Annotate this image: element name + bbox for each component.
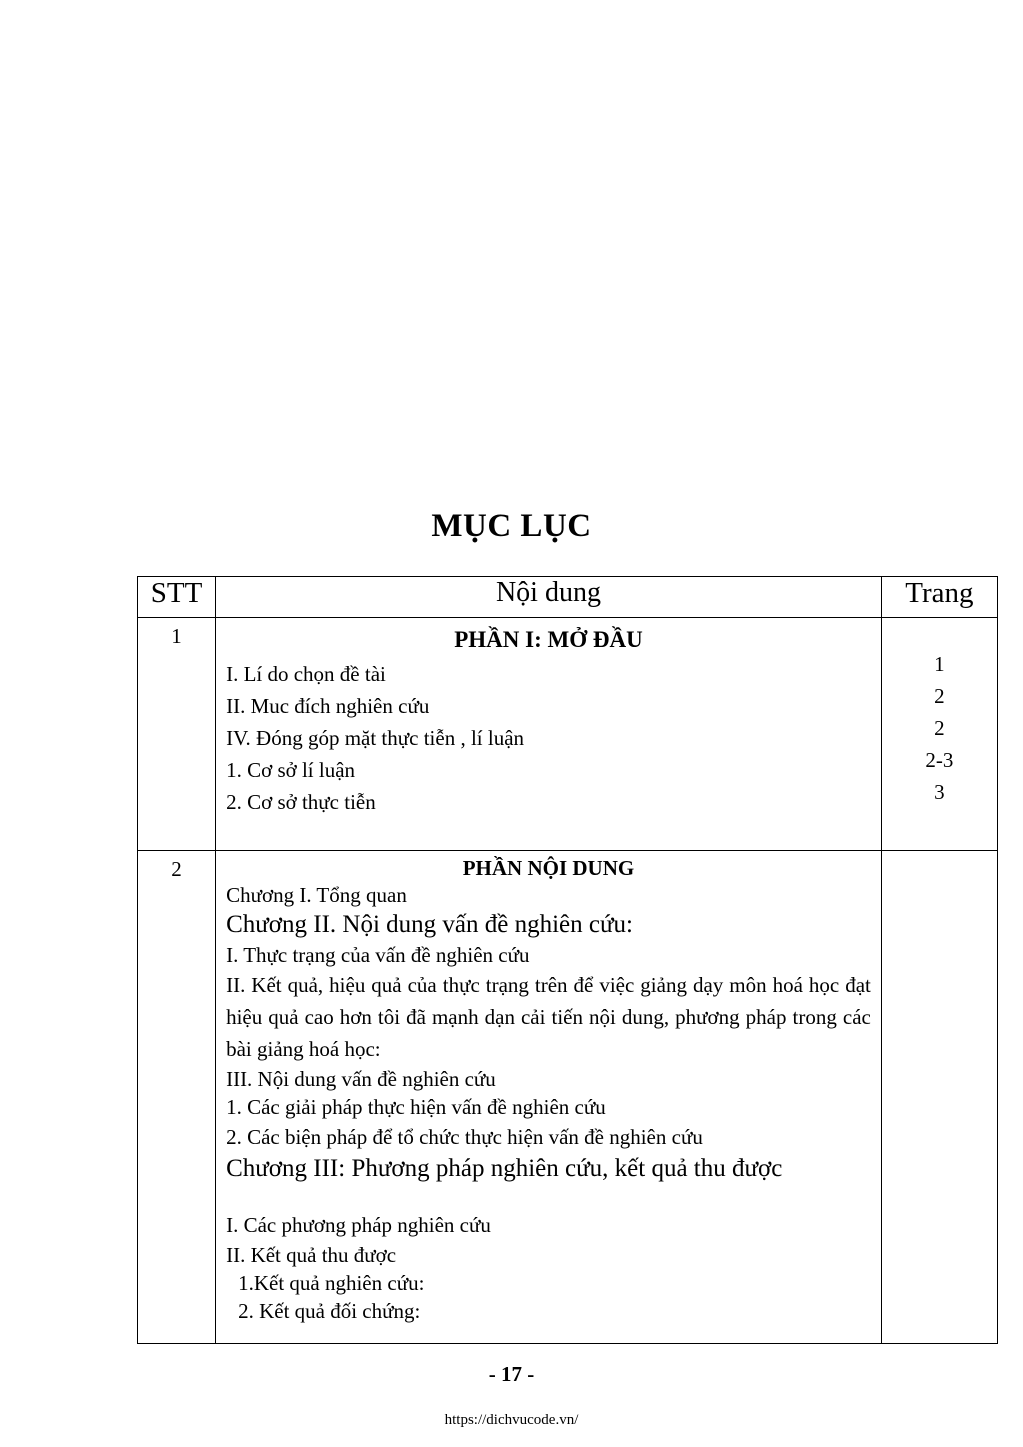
page-number: 2 bbox=[934, 716, 945, 740]
chapter-heading: Chương III: Phương pháp nghiên cứu, kết quả thu được bbox=[226, 1155, 783, 1183]
toc-item: 1.Kết quả nghiên cứu: bbox=[238, 1271, 425, 1296]
table-row bbox=[138, 618, 998, 851]
page-number: 1 bbox=[934, 652, 945, 676]
toc-item: 2. Cơ sở thực tiễn bbox=[226, 789, 376, 814]
toc-item: II. Kết quả thu được bbox=[226, 1243, 397, 1268]
content-cell bbox=[216, 618, 882, 851]
toc-item: 2. Kết quả đối chứng: bbox=[238, 1299, 421, 1324]
header-stt: STT bbox=[138, 577, 216, 618]
page-cell bbox=[881, 618, 997, 851]
stt-cell bbox=[138, 618, 216, 851]
toc-table bbox=[137, 576, 998, 1344]
header-content: Nội dung bbox=[216, 577, 882, 618]
page-title: MỤC LỤC bbox=[431, 508, 592, 544]
toc-item: IV. Đóng góp mặt thực tiễn , lí luận bbox=[226, 725, 525, 750]
stt-cell bbox=[138, 851, 216, 1344]
toc-item: 1. Cơ sở lí luận bbox=[226, 757, 356, 782]
table-header-row bbox=[138, 577, 998, 618]
chapter-heading: Chương I. Tổng quan bbox=[226, 883, 407, 908]
section-heading: PHẦN I: MỞ ĐẦU bbox=[454, 627, 643, 652]
chapter-heading: Chương II. Nội dung vấn đề nghiên cứu: bbox=[226, 911, 633, 939]
stt-number: 2 bbox=[171, 857, 182, 881]
toc-item: 2. Các biện pháp để tổ chức thực hiện vấn đề nghiên cứu bbox=[226, 1125, 703, 1150]
toc-item: III. Nội dung vấn đề nghiên cứu bbox=[226, 1067, 496, 1092]
toc-item: 1. Các giải pháp thực hiện vấn đề nghiên cứu bbox=[226, 1095, 606, 1120]
toc-item: I. Thực trạng của vấn đề nghiên cứu bbox=[226, 943, 530, 968]
footer-url: https://dichvucode.vn/ bbox=[444, 1412, 579, 1428]
page-number-footer: - 17 - bbox=[488, 1362, 535, 1386]
page-number: 3 bbox=[934, 780, 945, 804]
toc-item: II. Kết quả, hiệu quả của thực trạng trên để việc giảng dạy môn hoá học đạt hiệu quả cao hơn tôi đã mạnh dạn cải tiến nội dung, phương pháp trong các bài giảng hoá học: bbox=[226, 973, 871, 1062]
header-page: Trang bbox=[881, 577, 997, 618]
page-number: 2 bbox=[934, 684, 945, 708]
section-heading: PHẦN NỘI DUNG bbox=[462, 856, 635, 880]
page-cell bbox=[881, 851, 997, 1344]
stt-number: 1 bbox=[171, 624, 182, 648]
content-cell bbox=[216, 851, 882, 1344]
toc-item: II. Muc đích nghiên cứu bbox=[226, 693, 430, 718]
toc-item: I. Lí do chọn đề tài bbox=[226, 661, 386, 686]
page-number: 2-3 bbox=[925, 748, 954, 772]
toc-item: I. Các phương pháp nghiên cứu bbox=[226, 1213, 491, 1238]
table-row bbox=[138, 851, 998, 1344]
